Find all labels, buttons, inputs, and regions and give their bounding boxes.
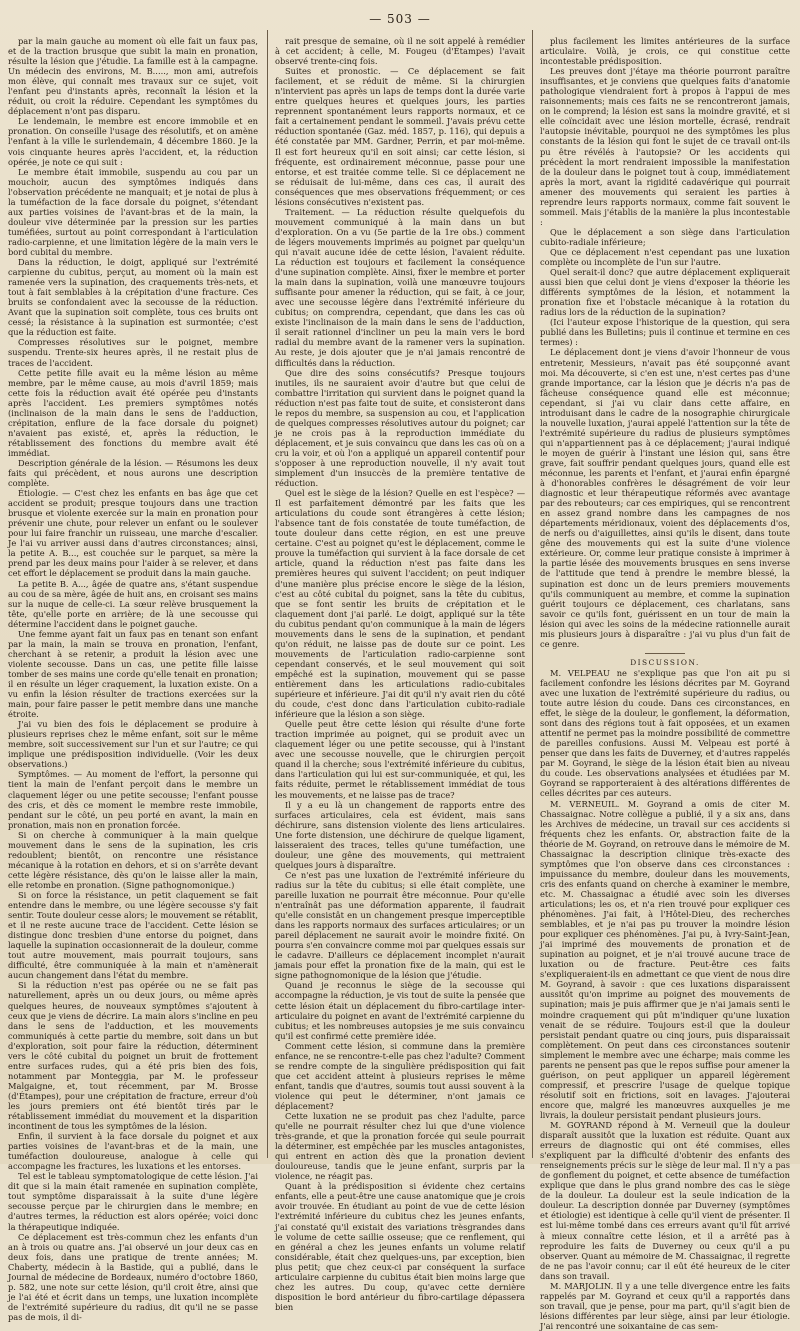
text-column-middle bbox=[275, 36, 525, 1312]
paragraph: par la main gauche au moment où elle fait un faux pas, et de la traction brusque que subit la main en pronation, résulte la lésion que j'étudie. La famille est à la campagne. Un médecin des environs, M. B....., mon ami, autrefois mon élève, qui connaît mes travaux sur ce sujet, voit l'enfant peu d'instants après, reconnaît la lésion et la réduit, ou croit la réduire. Cependant les symptômes du déplacement n'ont pas disparu. bbox=[8, 36, 258, 117]
paragraph: Il y a eu là un changement de rapports entre des surfaces articulaires, cela est évident, mais sans déchirure, sans distension violente des liens articulaires. Une forte distension, une déchirure de quelque ligament, laisseraient des traces, telles qu'une tuméfaction, une douleur, une gêne des mouvements, qui mettraient quelques jours à disparaître. bbox=[275, 799, 525, 870]
paragraph: Que ce déplacement n'est cependant pas une luxation complète ou incomplète de l'un sur l'autre. bbox=[540, 246, 790, 268]
paragraph: Quel est le siège de la lésion? Quelle en est l'espèce? — Il est parfaitement démontré par les faits que les articulations du coude sont étrangères à cette lésion; l'absence tant de fois constatée de toute tuméfaction, de toute douleur dans cette région, en est une preuve certaine. C'est au poignet qu'est le déplacement, comme le prouve la tuméfaction qui survient à la face dorsale de cet article, quand la réduction n'est pas faite dans les premières heures qui suivent l'accident; on peut indiquer d'une manière plus précise encore le siège de la lésion, c'est au côté cubital du poignet, sans la tête du cubitus, que se font sentir les bruits de crépitation et le claquement dont j'ai parlé. Le doigt, appliqué sur la tête du cubitus pendant qu'on communique à la main de légers mouvements dans le sens de la supination, et pendant qu'on réduit, ne laisse pas de doute sur ce point. Les mouvements de l'articulation radio-carpienne sont cependant conservés, et le seul mouvement qui soit empêché est la supination, mouvement qui se passe entièrement dans les articulations radio-cubitales supérieure et inférieure. J'ai dit qu'il n'y avait rien du côté du coude, c'est donc dans l'articulation cubito-radiale inférieure que la lésion a son siège. bbox=[275, 488, 525, 720]
paragraph: La petite B. A..., âgée de quatre ans, s'étant suspendue au cou de sa mère, âgée de huit ans, en croisant ses mains sur la nuque de celle-ci. La sœur relève brusquement la tête, qu'elle porte en arrière; de là une secousse qui détermine l'accident dans le poignet gauche. bbox=[8, 578, 258, 629]
paragraph: Les preuves dont j'étaye ma théorie pourront paraître insuffisantes, et je conviens que quelques faits d'anatomie pathologique viendraient fort à propos à l'appui de mes raisonnements; mais ces faits ne se rencontreront jamais, on le comprend; la lésion est sans la moindre gravité, et si elle coïncidait avec une lésion mortelle, écrasé, rendrait l'autopsie inévitable, pourquoi ne des symptômes les plus constants de la lésion qui font le sujet de ce travail ont-ils pu être révélés à l'autopsie? Or les accidents qui précèdent la mort rendraient impossible la manifestation de la douleur dans le poignet tout à coup, immédiatement après la mort, avant la rigidité cadavérique qui pourrait amener des mouvements qui seraient les parties à reprendre leurs rapports normaux, comme fait souvent le sommeil. Mais j'établis de la manière la plus incontestable : bbox=[540, 66, 790, 227]
paragraph: Étiologie. — C'est chez les enfants en bas âge que cet accident se produit; presque toujours dans une traction brusque et violente exercée sur la main en pronation pour prévenir une chute, pour relever un enfant ou le soulever pour lui faire franchir un ruisseau, une marche d'escalier. Je l'ai vu arriver aussi dans d'autres circonstances; ainsi, la petite A. B..., est couchée sur le parquet, sa mère la prend par les deux mains pour l'aider à se relever, et dans cet effort le déplacement se produit dans la main gauche. bbox=[8, 488, 258, 579]
paragraph: Cette petite fille avait eu la même lésion au même membre, par le même cause, au mois d'avril 1859; mais cette fois la réduction avait été opérée peu d'instants après l'accident. Les premiers symptômes notés (inclinaison de la main dans le sens de l'adduction, crépitation, enflure de la face dorsale du poignet) n'avaient pas existé, et, après la réduction, le rétablissement des fonctions du membre avait été immédiat. bbox=[8, 367, 258, 458]
paragraph: Cette luxation ne se produit pas chez l'adulte, parce qu'elle ne pourrait résulter chez lui que d'une violence très-grande, et que la pronation forcée qui seule pourrait la déterminer, est empêchée par les muscles antagonistes, qui entrent en action dès que la pronation devient douloureuse, tandis que le jeune enfant, surpris par la violence, ne réagit pas. bbox=[275, 1111, 525, 1182]
page-number: — 503 — bbox=[369, 12, 431, 26]
paragraph: Comment cette lésion, si commune dans la première enfance, ne se rencontre-t-elle pas chez l'adulte? Comment se rendre compte de la singulière prédisposition qui fait que cet accident atteint à plusieurs reprises le même enfant, tandis que d'autres, soumis tout aussi souvent à la violence qui peut le déterminer, n'ont jamais ce déplacement? bbox=[275, 1040, 525, 1111]
paragraph: M. VERNEUIL. M. Goyrand a omis de citer M. Chassaignac. Notre collègue a publié, il y a six ans, dans les Archives de médecine, un travail sur ces accidents si fréquents chez les enfants. Or, abstraction faite de la théorie de M. Goyrand, on retrouve dans le mémoire de M. Chassaignac la description clinique très-exacte des symptômes que l'on observe dans ces circonstances : impuissance du membre, douleur dans les mouvements, cris des enfants quand on cherche à examiner le membre, etc. M. Chassaignac a étudié avec soin les diverses articulations; les os, et n'a rien trouvé pour expliquer ces phénomènes. J'ai fait, à l'Hôtel-Dieu, des recherches semblables, et je n'ai pas pu trouver la moindre lésion pour expliquer ces phénomènes. J'ai pu, à Ivry-Saint-Jean, j'ai imprimé des mouvements de pronation et de supination au poignet, et je n'ai trouvé aucune trace de luxation ou de fracture. Peut-être ces faits s'expliqueraient-ils en admettant ce que vient de nous dire M. Goyrand, à savoir : que ces luxations disparaissent aussitôt qu'on imprime au poignet des mouvements de supination; mais je puis affirmer que je n'ai jamais senti le moindre craquement qui pût m'indiquer qu'une luxation venait de se réduire. Toujours est-il que la douleur persistait pendant quatre ou cinq jours, puis disparaissait complètement. On peut dans ces circonstances soutenir simplement le membre avec une écharpe; mais comme les parents ne pensent pas que le repos suffise pour amener la guérison, on peut appliquer un appareil légèrement compressif, et prescrire l'usage de quelque topique résolutif soit en frictions, soit en lavages. J'ajouterai encore que, malgré les manœuvres auxquelles je me livrais, la douleur persistait pendant plusieurs jours. bbox=[540, 798, 790, 1120]
text-column-left bbox=[8, 36, 258, 1322]
paragraph: Tel est le tableau symptomatologique de cette lésion. J'ai dit que si la main était ramenée en supination complète, tout symptôme disparaissait à la suite d'une légère secousse perçue par le chirurgien dans le membre; en d'autres termes, la réduction est alors opérée; voici donc la thérapeutique indiquée. bbox=[8, 1171, 258, 1232]
paragraph: Compresses résolutives sur le poignet, membre suspendu. Trente-six heures après, il ne restait plus de traces de l'accident. bbox=[8, 337, 258, 368]
paragraph: plus facilement les limites antérieures de la surface articulaire. Voilà, je crois, ce qui constitue cette incontestable prédisposition. bbox=[540, 36, 790, 67]
paragraph: Ce déplacement est très-commun chez les enfants d'un an à trois ou quatre ans. J'ai observé un jour deux cas en deux fois, dans une pratique de trente années; M. Chaberty, médecin à la Bastide, qui a publié, dans le Journal de médecine de Bordeaux, numéro d'octobre 1860, p. 582, une note sur cette lésion, qu'il croit être, ainsi que je l'ai été et écrit dans un temps, une luxation incomplète de l'extrémité supérieure du radius, dit qu'il ne se passe pas de mois, il di- bbox=[8, 1231, 258, 1322]
paragraph: M. VELPEAU ne s'explique pas que l'on ait pu si facilement confondre les lésions décrites par M. Goyrand avec une luxation de l'extrémité supérieure du radius, ou toute autre lésion du coude. Dans ces circonstances, en effet, le siège de la douleur, le gonflement, la déformation, sont dans des régions tout à fait opposées, et un examen attentif ne permet pas la moindre possibilité de commettre de pareilles confusions. Aussi M. Velpeau est porté à penser que dans les faits de Duverney, et d'autres rappelés par M. Goyrand, le siège de la lésion était bien au niveau du coude. Les observations analysées et étudiées par M. Goyrand se rapporteraient à des altérations différentes de celles décrites par ces auteurs. bbox=[540, 667, 790, 799]
paragraph: Si on force la résistance, un petit claquement se fait entendre dans le membre, ou une légère secousse s'y fait sentir. Toute douleur cesse alors; le mouvement se rétablit, et il ne reste aucune trace de l'accident. Cette lésion se distingue donc tresbien d'une entorse du poignet, dans laquelle la supination occasionnerait de la douleur, comme tout autre mouvement, mais pourrait toujours, sans difficulté, être communiquée à la main et n'amènerait aucun changement dans l'état du membre. bbox=[8, 889, 258, 981]
paragraph: Une femme ayant fait un faux pas en tenant son enfant par la main, la main se trouva en pronation, l'enfant, cherchant à se retenir, a produit la lésion avec une violente secousse. Dans un cas, une petite fille laisse tomber de ses mains une corde qu'elle tenait en pronation; il en résulte un léger craquement, la luxation existe. On a vu enfin la lésion résulter de tractions exercées sur la main, pour faire passer le petit membre dans une manche étroite. bbox=[8, 628, 258, 720]
paragraph: Que dire des soins consécutifs? Presque toujours inutiles, ils ne sauraient avoir d'autre but que celui de combattre l'irritation qui survient dans le poignet quand la réduction n'est pas faite tout de suite, et consisteront dans le repos du membre, sa suspension au cou, et l'application de quelques compresses résolutives autour du poignet; car je ne crois pas à la reproduction immédiate du déplacement, et je suis convaincu que dans les cas où on a cru la voir, et où l'on a appliqué un appareil contentif pour s'opposer à une reproduction nouvelle, il n'y avait tout simplement d'un insuccès de la première tentative de réduction. bbox=[275, 367, 525, 489]
paragraph: Le déplacement dont je viens d'avoir l'honneur de vous entretenir, Messieurs, n'avait pas été soupçonné avant moi. Ma découverte, si c'en est une, n'est certes pas d'une grande importance, car la lésion que je décris n'a pas de fâcheuse conséquence quand elle est méconnue; cependant, si j'ai vu clair dans cette affaire, en introduisant dans le cadre de la nosographie chirurgicale la nouvelle luxation, j'aurai appelé l'attention sur la tête de l'extrémité supérieure du radius de plusieurs symptômes qui n'appartiennent pas à ce déplacement; j'aurai indiqué le moyen de guérir à l'instant une lésion qui, sans être grave, fait souffrir pendant quelques jours, quand elle est méconnue, les parents et l'enfant, et j'aurai enfin épargné à d'honorables confrères le désagrément de voir leur diagnostic et leur thérapeutique réformés avec avantage par des rebouteurs; car ces empiriques, qui se rencontrent en assez grand nombre dans les campagnes de nos départements méridionaux, voient des déplacements d'os, de nerfs ou d'aiguillettes, ainsi qu'ils le disent, dans toute gêne des mouvements qui est la suite d'une violence extérieure. Or, comme leur pratique consiste à imprimer à la partie lésée des mouvements brusques en sens inverse de l'attitude que tend à prendre le membre blessé, la supination est donc un de leurs premiers mouvements qu'ils communiquent au membre, et comme la supination guérit toujours ce déplacement, ces charlatans, sans savoir ce qu'ils font, guérissent en un tour de main la lésion qui avec les soins de la médecine rationnelle aurait mis plusieurs jours à disparaître : j'ai vu plus d'un fait de ce genre. bbox=[540, 347, 790, 649]
paragraph: Enfin, il survient à la face dorsale du poignet et aux parties voisines de l'avant-bras et de la main, une tuméfaction douloureuse, analogue à celle qui accompagne les fractures, les luxations et les entorses. bbox=[8, 1131, 258, 1172]
paragraph: Le membre était immobile, suspendu au cou par un mouchoir, aucun des symptômes indiqués dans l'observation précédente ne manquait; et je notai de plus à la tuméfaction de la face dorsale du poignet, s'étendant aux parties voisines de l'avant-bras et de la main, la douleur vive déterminée par la pression sur les parties tuméfiées, surtout au point correspondant à l'articulation radio-carpienne, et une limitation légère de la main vers le bord cubital du membre. bbox=[8, 166, 258, 257]
column-rule bbox=[532, 30, 533, 1158]
paragraph: Quel serait-il donc? que autre déplacement expliquerait aussi bien que celui dont je viens d'exposer la théorie les différents symptômes de la lésion, et notamment la pronation fixe et l'obstacle mécanique à la rotation du radius lors de la réduction de la supination? bbox=[540, 267, 790, 318]
paragraph: Que le déplacement a son siège dans l'articulation cubito-radiale inférieure; bbox=[540, 226, 790, 247]
paragraph: Suites et pronostic. — Ce déplacement se fait facilement, et se réduit de même. Si la chirurgien n'intervient pas après un laps de temps dont la durée varie entre quelques heures et quelques jours, les parties reprennent spontanément leurs rapports normaux, et ce fait a certainement pendant le sommeil. J'avais prévu cette réduction spontanée (Gaz. méd. 1857, p. 116), qui depuis a été constatée par MM. Gardner, Perrin, et par moi-même. Il est fort heureux qu'il en soit ainsi; car cette lésion, si fréquente, est ordinairement méconnue, passe pour une entorse, et est traitée comme telle. Si ce déplacement ne se réduisait de lui-même, dans ces cas, il aurait des conséquences que mes observations fréquemment; or ces lésions consécutives n'existent pas. bbox=[275, 66, 525, 207]
paragraph: Le lendemain, le membre est encore immobile et en pronation. On conseille l'usage des résolutifs, et on amène l'enfant à la ville le surlendemain, 4 décembre 1860. Je la vois cinquante heures après l'accident, et, la réduction opérée, je note ce qui suit : bbox=[8, 116, 258, 167]
paragraph: Description générale de la lésion. — Résumons les deux faits qui précèdent, et nous aurons une description complète. bbox=[8, 457, 258, 489]
paragraph: J'ai vu bien des fois le déplacement se produire à plusieurs reprises chez le même enfant, soit sur le même membre, soit successivement sur l'un et sur l'autre; ce qui implique une prédisposition individuelle. (Voir les deux observations.) bbox=[8, 719, 258, 770]
paragraph: rait presque de semaine, où il ne soit appelé à remédier à cet accident; à celle, M. Fougeu (d'Étampes) l'avait observé trente-cinq fois. bbox=[275, 36, 525, 67]
paragraph: Traitement. — La réduction résulte quelquefois du mouvement communiqué à la main dans un but d'exploration. On a vu (5e partie de la 1re obs.) comment de légers mouvements imprimés au poignet par quelqu'un qui n'avait aucune idée de cette lésion, l'avaient réduite. La réduction est toujours et facilement la conséquence d'une supination complète. Ainsi, fixer le membre et porter la main dans la supination, voilà une manœuvre toujours suffisante pour amener la réduction, qui se fait, à ce jour, avec une secousse légère dans l'extrémité inférieure du cubitus; on comprendra, cependant, que dans les cas où existe l'inclinaison de la main dans le sens de l'adduction, il serait rationnel d'incliner un peu la main vers le bord radial du membre avant de la ramener vers la supination. Au reste, je dois ajouter que je n'ai jamais rencontré de difficultés dans la réduction. bbox=[275, 206, 525, 368]
paragraph: M. GOYRAND répond à M. Verneuil que la douleur disparaît aussitôt que la luxation est réduite. Quant aux erreurs de diagnostic qui ont été commises, elles s'expliquent par la difficulté d'obtenir des enfants des renseignements précis sur le siège de leur mal. Il n'y a pas de gonflement du poignet, et cette absence de tuméfaction explique que dans le plus grand nombre des cas le siège de la douleur. La douleur est la seule indication de la douleur. La description donnée par Duverney (symptômes et étiologie) est identique à celle qu'il vient de présenter. Il est lui-même tombé dans ces erreurs avant qu'il fût arrivé à mieux connaître cette lésion, et il a arrêté pas à reproduire les faits de Duverney ou ceux qu'il a pu observer. Quant au mémoire de M. Chassaignac, il regrette de ne pas l'avoir connu; car il eût été heureux de le citer dans son travail. bbox=[540, 1120, 791, 1281]
paragraph: Quand je reconnus le siège de la secousse qui accompagne la réduction, je vis tout de suite la pensée que cette lésion était un déplacement du fibro-cartilage inter-articulaire du poignet en avant de l'extrémité carpienne du cubitus; et les nombreuses autopsies je me suis convaincu qu'il est confirmé cette première idée. bbox=[275, 980, 525, 1041]
paragraph: (Ici l'auteur expose l'historique de la question, qui sera publié dans les Bulletins; puis il continue et termine en ces termes) : bbox=[540, 317, 790, 348]
paragraph: Si on cherche à communiquer à la main quelque mouvement dans le sens de la supination, les cris redoublent; bientôt, on rencontre une résistance mécanique à la rotation en dehors, et si on s'arrête devant cette légère résistance, dès qu'on le laisse aller la main, elle retombe en pronation. (Signe pathognomonique.) bbox=[8, 829, 258, 890]
paragraph: Symptômes. — Au moment de l'effort, la personne qui tient la main de l'enfant perçoit dans le membre un claquement léger ou une petite secousse; l'enfant pousse des cris, et dès ce moment le membre reste immobile, pendant sur le côté, un peu porté en avant, la main en pronation, mais non en pronation forcée. bbox=[8, 769, 258, 830]
paragraph: M. MARJOLIN. Il y a une telle divergence entre les faits rappelés par M. Goyrand et ceux qu'il a rapportés dans son travail, que je pense, pour ma part, qu'il s'agit bien de lésions différentes par leur siège, ainsi par leur étiologie. J'ai rencontré une soixantaine de cas sem- bbox=[540, 1280, 790, 1331]
text-column-right bbox=[540, 36, 791, 1331]
column-rule bbox=[267, 30, 268, 1158]
paragraph: Quant à la prédisposition si évidente chez certains enfants, elle a peut-être une cause anatomique que je crois avoir trouvée. En étudiant au point de vue de cette lésion l'extrémité inférieure du cubitus chez les jeunes enfants, j'ai constaté qu'il existait des variations trèsgrandes dans le volume de cette saillie osseuse; que ce renflement, qui en général a chez les jeunes enfants un volume relatif considérable, était chez quelques-uns, par exception, bien plus petit; que chez ceux-ci par conséquent la surface articulaire carpienne du cubitus était bien moins large que chez les autres. Du coup, qu'avec cette dernière disposition le bord antérieur du fibro-cartilage dépassera bien bbox=[275, 1181, 525, 1312]
paragraph: Quelle peut être cette lésion qui résulte d'une forte traction imprimée au poignet, qui se produit avec un claquement léger ou une petite secousse, qui à l'instant avec une secousse nouvelle, que le chirurgien perçoit quand il la cherche; sous l'extrémité inférieure du cubitus, dans l'articulation qui lui est sur-communiquée, et qui, les faits réduite, permet le rétablissement immédiat de tous les mouvements, et ne laisse pas de trace? bbox=[275, 719, 525, 800]
section-title: DISCUSSION. bbox=[630, 657, 700, 667]
paragraph: Ce n'est pas une luxation de l'extrémité inférieure du radius sur la tête du cubitus; si elle était complète, une pareille luxation ne pourrait être méconnue. Pour qu'elle n'entraînât pas une déformation apparente, il faudrait qu'elle consistât en un changement presque imperceptible dans les rapports normaux des surfaces articulaires; or un pareil déplacement ne saurait avoir le moindre fixité. On pourra s'en convaincre comme moi par quelques essais sur le cadavre. D'ailleurs ce déplacement incomplet n'aurait jamais pour effet la pronation fixe de la main, qui est le signe pathognomonique de la lésion que j'étudie. bbox=[275, 869, 525, 981]
paragraph: Dans la réduction, le doigt, appliqué sur l'extrémité carpienne du cubitus, perçut, au moment où la main est ramenée vers la supination, des craquements très-nets, et tout à fait semblables à la crépitation d'une fracture. Ces bruits se confondaient avec la secousse de la réduction. Avant que la supination soit complète, tous ces bruits ont cessé; la résistance à la supination est surmontée; c'est que la réduction est faite. bbox=[8, 257, 258, 338]
section-divider bbox=[645, 653, 685, 654]
paragraph: Si la réduction n'est pas opérée ou ne se fait pas naturellement, après un ou deux jours, ou même après quelques heures, de nouveaux symptômes s'ajoutent à ceux que je viens de décrire. La main alors s'incline en peu dans le sens de l'adduction, et les mouvements communiqués à cette partie du membre, soit dans un but d'exploration, soit pour faire la réduction, déterminent vers le côté cubital du poignet un bruit de frottement entre surfaces rudes, qui a été pris bien des fois, notamment par Monteggia, par M. le professeur Malgaigne, et, tout récemment, par M. Brosse (d'Étampes), pour une crépitation de fracture, erreur d'où les jours premiers ont été bientôt tirés par le rétablissement immédiat du mouvement et la disparition incontinent de tous les symptômes de la lésion. bbox=[8, 980, 258, 1132]
